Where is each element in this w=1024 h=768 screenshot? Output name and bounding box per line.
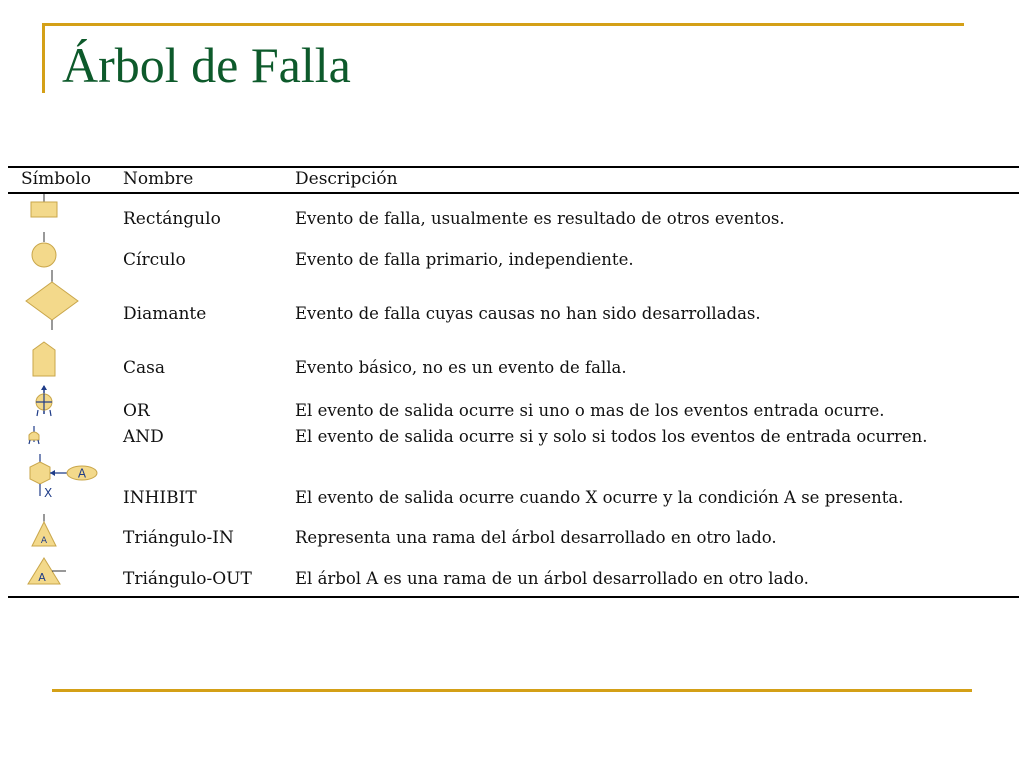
- table-header-rule: [8, 192, 1019, 194]
- triangle-out-label: A: [38, 571, 46, 584]
- row-description: El evento de salida ocurre si y solo si todos los eventos de entrada ocurren.: [295, 427, 928, 446]
- row-description: Evento de falla, usualmente es resultado de otros eventos.: [295, 209, 785, 228]
- inhibit-gate-icon: [22, 452, 102, 506]
- diamond-icon: [22, 270, 82, 336]
- house-icon: [22, 336, 66, 382]
- triangle-out-icon: [22, 556, 82, 592]
- row-name: Casa: [123, 358, 166, 378]
- row-name: OR: [123, 401, 150, 421]
- row-description: El evento de salida ocurre si uno o mas de los eventos entrada ocurre.: [295, 401, 885, 420]
- rectangle-icon: [22, 192, 66, 224]
- bottom-accent-rule: [52, 689, 972, 692]
- row-description: El árbol A es una rama de un árbol desarrollado en otro lado.: [295, 569, 809, 588]
- row-name: Triángulo-IN: [123, 528, 234, 548]
- row-name: Triángulo-OUT: [123, 569, 252, 589]
- header-symbol: Símbolo: [21, 169, 91, 189]
- or-gate-icon: [22, 384, 66, 424]
- triangle-in-icon: [22, 514, 66, 554]
- top-accent-rule: [42, 23, 964, 26]
- row-name: Rectángulo: [123, 209, 221, 229]
- table-top-rule: [8, 166, 1019, 168]
- circle-icon: [22, 232, 66, 272]
- and-gate-icon: [22, 424, 46, 450]
- left-accent-rule: [42, 23, 45, 93]
- slide-title: Árbol de Falla: [62, 37, 351, 93]
- row-description: Evento de falla cuyas causas no han sido desarrolladas.: [295, 304, 761, 323]
- row-name: Diamante: [123, 304, 207, 324]
- row-name: Círculo: [123, 250, 186, 270]
- row-description: El evento de salida ocurre cuando X ocurre y la condición A se presenta.: [295, 488, 904, 507]
- row-name: INHIBIT: [123, 488, 197, 508]
- triangle-in-label: A: [40, 536, 48, 546]
- row-description: Representa una rama del árbol desarrollado en otro lado.: [295, 528, 777, 547]
- header-description: Descripción: [295, 169, 398, 189]
- fault-tree-symbol-table: [8, 166, 1019, 598]
- header-name: Nombre: [123, 169, 194, 189]
- row-description: Evento básico, no es un evento de falla.: [295, 358, 627, 377]
- inhibit-input-label: X: [44, 486, 53, 500]
- inhibit-condition-label: A: [77, 466, 87, 481]
- row-description: Evento de falla primario, independiente.: [295, 250, 634, 269]
- row-name: AND: [123, 427, 164, 447]
- table-bottom-rule: [8, 596, 1019, 598]
